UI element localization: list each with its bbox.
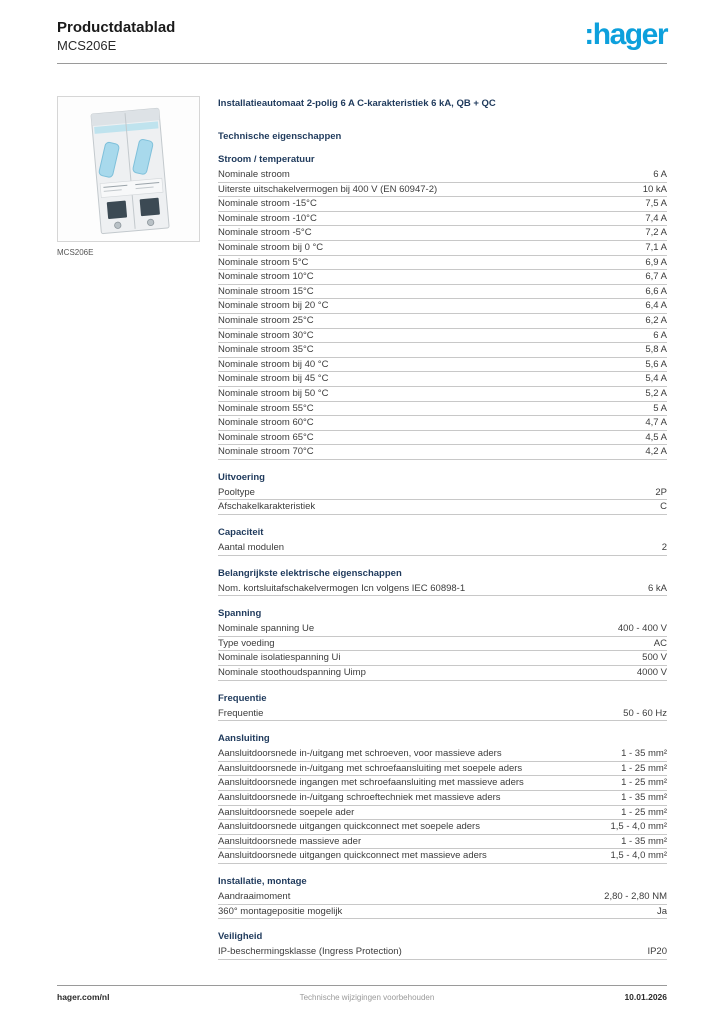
spec-value: 1 - 35 mm² xyxy=(621,835,667,847)
spec-row xyxy=(218,212,667,227)
spec-value: 7,1 A xyxy=(645,241,667,253)
section-heading: Aansluiting xyxy=(218,733,270,745)
spec-value: 1 - 25 mm² xyxy=(621,806,667,818)
spec-row xyxy=(218,582,667,597)
spec-label: Nominale stoothoudspanning Uimp xyxy=(218,667,366,679)
section-rows xyxy=(218,945,667,960)
spec-row xyxy=(218,256,667,271)
spec-value: 1,5 - 4,0 mm² xyxy=(610,850,667,862)
spec-row xyxy=(218,285,667,300)
spec-section xyxy=(218,692,667,722)
logo-colon-icon: : xyxy=(584,18,593,51)
spec-value: 4,5 A xyxy=(645,431,667,443)
spec-label: Nominale spanning Ue xyxy=(218,623,315,635)
spec-label: Aansluitdoorsnede in-/uitgang schroeftechniek met massieve aders xyxy=(218,792,501,803)
spec-row xyxy=(218,402,667,417)
spec-value: 1 - 25 mm² xyxy=(621,762,667,774)
spec-value: 6,4 A xyxy=(645,300,667,312)
spec-section xyxy=(218,526,667,556)
spec-row xyxy=(218,226,667,241)
product-image-caption: MCS206E xyxy=(57,248,94,257)
section-rows xyxy=(218,582,667,597)
spec-row xyxy=(218,183,667,198)
spec-section xyxy=(218,153,667,460)
spec-value: 7,2 A xyxy=(645,227,667,239)
spec-value: 5,4 A xyxy=(645,373,667,385)
spec-label: Pooltype xyxy=(218,486,255,498)
header-titles xyxy=(57,18,175,55)
spec-label: Nominale stroom 35°C xyxy=(218,344,314,356)
spec-row xyxy=(218,945,667,960)
spec-row xyxy=(218,500,667,515)
spec-label: Type voeding xyxy=(218,637,275,649)
section-rows xyxy=(218,707,667,722)
footer-disclaimer: Technische wijzigingen voorbehouden xyxy=(299,993,435,1002)
spec-value: Ja xyxy=(656,905,667,917)
section-rows xyxy=(218,168,667,460)
spec-row xyxy=(218,637,667,652)
logo-wordmark: hager xyxy=(592,18,667,51)
spec-label: Nominale stroom 30°C xyxy=(218,329,314,341)
spec-label: 360° montagepositie mogelijk xyxy=(218,905,343,917)
spec-row xyxy=(218,358,667,373)
spec-section xyxy=(218,732,667,864)
spec-row xyxy=(218,241,667,256)
spec-row xyxy=(218,168,667,183)
footer-site-link[interactable]: hager.com/nl xyxy=(57,992,110,1002)
tech-specs-heading: Technische eigenschappen xyxy=(218,131,342,142)
left-column xyxy=(57,96,200,960)
spec-label: Nominale stroom xyxy=(218,169,290,180)
spec-label: Nominale stroom 25°C xyxy=(218,314,314,326)
spec-row xyxy=(218,776,667,791)
spec-value: 6,6 A xyxy=(645,285,667,297)
spec-value: 2,80 - 2,80 NM xyxy=(604,890,667,902)
spec-label: Frequentie xyxy=(218,707,264,719)
spec-value: 10 kA xyxy=(642,183,667,195)
spec-value: C xyxy=(660,501,667,513)
spec-label: Nominale stroom -10°C xyxy=(218,212,317,224)
spec-row xyxy=(218,270,667,285)
page-footer xyxy=(57,985,667,1002)
spec-label: Uiterste uitschakelvermogen bij 400 V (EN 60947-2) xyxy=(218,183,438,195)
spec-value: 2 xyxy=(661,542,667,554)
section-heading: Capaciteit xyxy=(218,527,264,539)
spec-sections xyxy=(218,153,667,960)
spec-row xyxy=(218,651,667,666)
section-rows xyxy=(218,541,667,556)
spec-label: Afschakelkarakteristiek xyxy=(218,501,316,513)
spec-value: IP20 xyxy=(647,946,667,958)
section-rows xyxy=(218,890,667,919)
document-title: Productdatablad xyxy=(57,19,176,36)
spec-row xyxy=(218,329,667,344)
spec-label: Nominale stroom -15°C xyxy=(218,198,317,210)
spec-row xyxy=(218,849,667,864)
spec-row xyxy=(218,806,667,821)
spec-label: Nominale stroom 10°C xyxy=(218,271,314,283)
spec-label: Nominale stroom bij 20 °C xyxy=(218,300,329,312)
spec-value: 1 - 25 mm² xyxy=(621,777,667,789)
footer-divider xyxy=(57,985,667,986)
spec-value: 7,4 A xyxy=(645,212,667,224)
product-title: Installatieautomaat 2-polig 6 A C-karakteristiek 6 kA, QB + QC xyxy=(218,98,496,109)
spec-row xyxy=(218,343,667,358)
spec-label: Nominale stroom bij 45 °C xyxy=(218,373,329,385)
spec-label: IP-beschermingsklasse (Ingress Protection) xyxy=(218,946,402,958)
spec-row xyxy=(218,762,667,777)
spec-row xyxy=(218,707,667,722)
main-column xyxy=(218,96,667,960)
spec-value: 4000 V xyxy=(636,667,667,679)
section-heading: Veiligheid xyxy=(218,931,263,943)
spec-value: 5 A xyxy=(653,402,667,414)
spec-value: 1 - 35 mm² xyxy=(621,792,667,803)
spec-row xyxy=(218,835,667,850)
section-rows xyxy=(218,622,667,680)
section-rows xyxy=(218,486,667,515)
spec-row xyxy=(218,905,667,920)
spec-row xyxy=(218,622,667,637)
spec-row xyxy=(218,666,667,681)
spec-row xyxy=(218,747,667,762)
spec-value: 50 - 60 Hz xyxy=(623,707,667,719)
spec-value: 6,9 A xyxy=(645,256,667,268)
hager-logo xyxy=(584,20,667,50)
spec-value: 5,8 A xyxy=(645,344,667,356)
spec-label: Nominale stroom 65°C xyxy=(218,431,314,443)
spec-value: 7,5 A xyxy=(645,198,667,210)
spec-value: AC xyxy=(653,637,667,649)
spec-row xyxy=(218,486,667,501)
spec-label: Nominale stroom bij 40 °C xyxy=(218,358,329,370)
spec-label: Nominale stroom 5°C xyxy=(218,256,309,268)
header-divider xyxy=(57,63,667,64)
section-heading: Frequentie xyxy=(218,692,267,704)
spec-label: Nominale stroom -5°C xyxy=(218,227,312,239)
spec-label: Aansluitdoorsnede ingangen met schroefaansluiting met massieve aders xyxy=(218,777,524,789)
spec-section xyxy=(218,471,667,515)
spec-value: 6,7 A xyxy=(645,271,667,283)
spec-label: Aansluitdoorsnede soepele ader xyxy=(218,806,355,818)
spec-row xyxy=(218,416,667,431)
spec-row xyxy=(218,431,667,446)
section-rows xyxy=(218,747,667,864)
spec-value: 6 A xyxy=(653,329,667,341)
spec-row xyxy=(218,541,667,556)
spec-value: 4,2 A xyxy=(645,446,667,458)
document-subtitle: MCS206E xyxy=(57,38,117,53)
spec-label: Aansluitdoorsnede uitgangen quickconnect met massieve aders xyxy=(218,850,487,862)
spec-row xyxy=(218,299,667,314)
spec-row xyxy=(218,197,667,212)
section-heading: Spanning xyxy=(218,608,262,620)
spec-value: 5,2 A xyxy=(645,387,667,399)
spec-label: Nominale isolatiespanning Ui xyxy=(218,652,341,664)
spec-section xyxy=(218,607,667,680)
spec-label: Nominale stroom bij 50 °C xyxy=(218,387,329,399)
spec-label: Aansluitdoorsnede uitgangen quickconnect met soepele aders xyxy=(218,821,480,833)
spec-section xyxy=(218,875,667,919)
spec-value: 500 V xyxy=(642,652,667,664)
circuit-breaker-illustration xyxy=(58,97,200,242)
spec-label: Aantal modulen xyxy=(218,542,285,554)
section-heading: Stroom / temperatuur xyxy=(218,154,315,165)
spec-row xyxy=(218,890,667,905)
spec-label: Nominale stroom 60°C xyxy=(218,417,314,429)
spec-label: Nominale stroom 15°C xyxy=(218,285,314,297)
section-heading: Uitvoering xyxy=(218,471,265,483)
spec-label: Aandraaimoment xyxy=(218,890,291,902)
spec-value: 2P xyxy=(655,486,667,498)
section-heading: Installatie, montage xyxy=(218,875,307,887)
spec-row xyxy=(218,820,667,835)
spec-row xyxy=(218,791,667,806)
spec-row xyxy=(218,445,667,460)
spec-label: Nominale stroom 55°C xyxy=(218,402,314,414)
product-image xyxy=(57,96,200,242)
spec-section xyxy=(218,567,667,597)
spec-label: Aansluitdoorsnede massieve ader xyxy=(218,835,362,847)
footer-row xyxy=(57,992,667,1002)
spec-value: 4,7 A xyxy=(645,417,667,429)
content-area xyxy=(57,96,667,960)
spec-row xyxy=(218,387,667,402)
spec-label: Aansluitdoorsnede in-/uitgang met schroefaansluiting met soepele aders xyxy=(218,762,523,774)
spec-label: Nom. kortsluitafschakelvermogen Icn volgens IEC 60898-1 xyxy=(218,582,466,594)
spec-value: 400 - 400 V xyxy=(617,623,667,635)
spec-row xyxy=(218,314,667,329)
spec-value: 6 A xyxy=(653,169,667,180)
spec-value: 5,6 A xyxy=(645,358,667,370)
spec-label: Nominale stroom 70°C xyxy=(218,446,314,458)
page-header xyxy=(57,18,667,55)
footer-date: 10.01.2026 xyxy=(624,992,667,1002)
section-heading: Belangrijkste elektrische eigenschappen xyxy=(218,567,402,579)
spec-label: Nominale stroom bij 0 °C xyxy=(218,241,324,253)
spec-value: 6 kA xyxy=(647,582,667,594)
spec-section xyxy=(218,930,667,960)
spec-row xyxy=(218,372,667,387)
spec-value: 1,5 - 4,0 mm² xyxy=(610,821,667,833)
spec-value: 1 - 35 mm² xyxy=(621,748,667,760)
spec-value: 6,2 A xyxy=(645,314,667,326)
spec-label: Aansluitdoorsnede in-/uitgang met schroeven, voor massieve aders xyxy=(218,748,502,760)
